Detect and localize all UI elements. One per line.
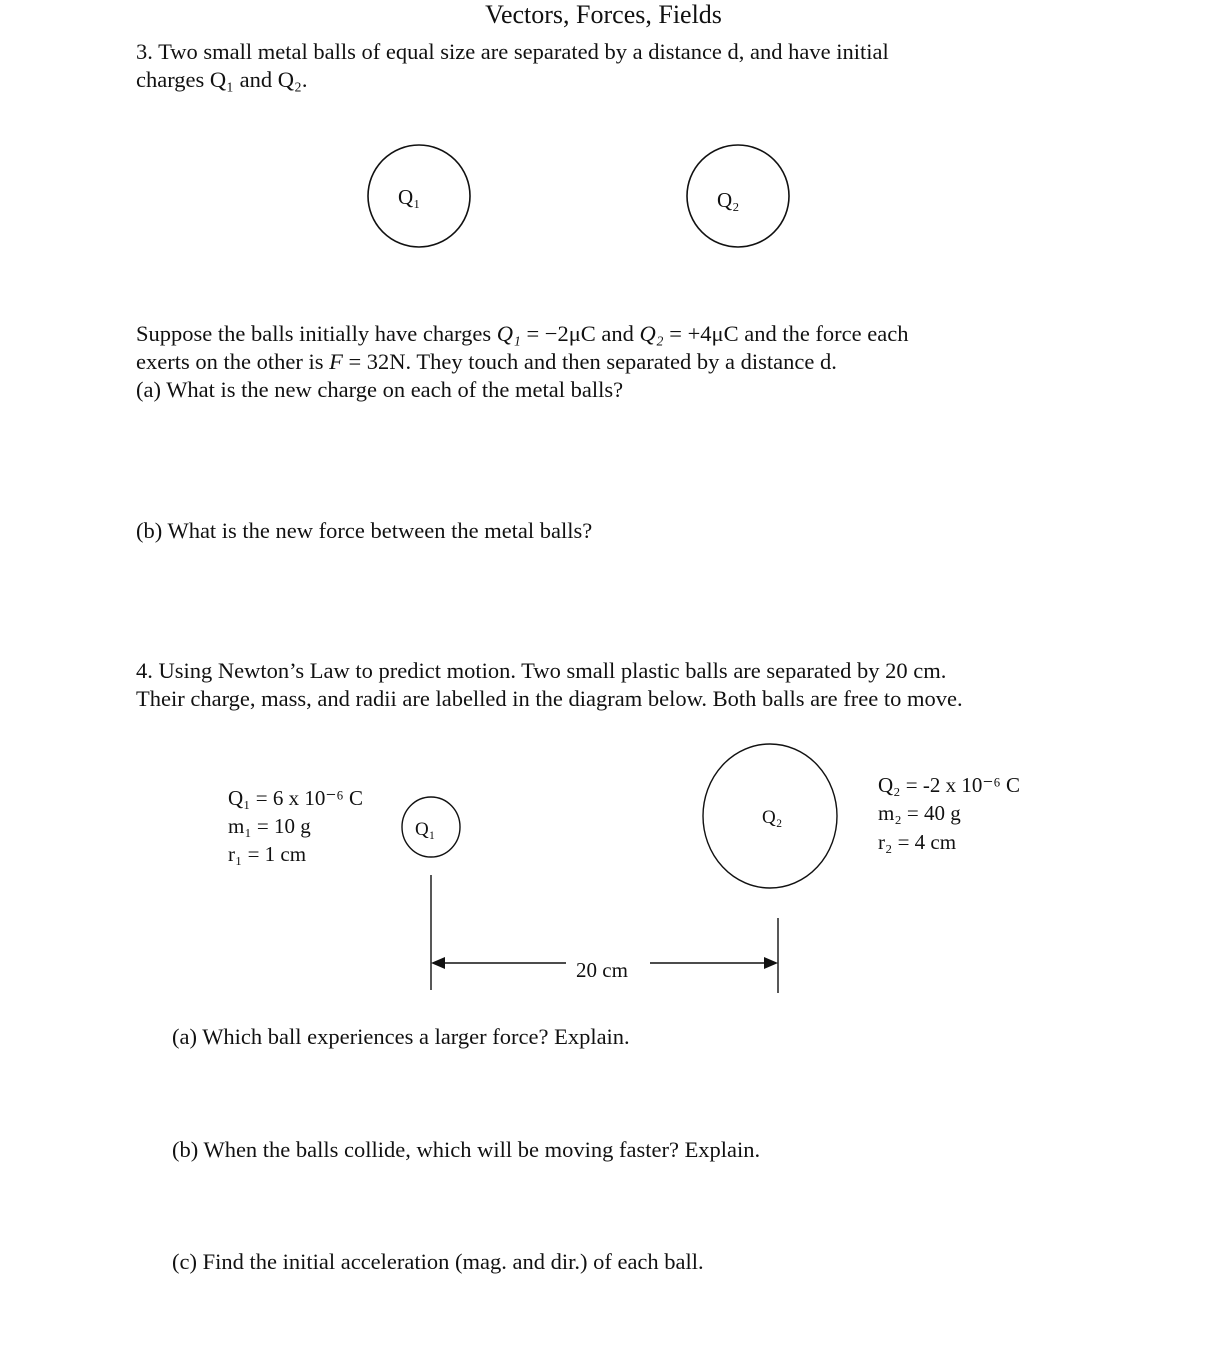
q4-ball-2-label: Q₂ [762,807,783,828]
q3-ball-2-label: Q₂ [717,188,740,212]
distance-label: 20 cm [576,958,628,982]
math-q1: Q₁ [496,321,521,346]
q4-line-1: 4. Using Newton’s Law to predict motion. Two small plastic balls are separated by 20 cm. [136,658,947,683]
q4-part-a: (a) Which ball experiences a larger force? Explain. [172,1024,630,1049]
q4-line-2: Their charge, mass, and radii are labelled in the diagram below. Both balls are free to move. [136,686,963,711]
text: exerts on the other is [136,349,330,374]
text: and the force each [738,321,909,346]
arrow-right-icon [764,957,778,969]
q3-ball-1-label: Q₁ [398,185,421,209]
math-q2-value: = +4μC [663,321,739,346]
q3-paragraph-line-1 [136,320,908,348]
q4-left-label-charge: Q₁ = 6 x 10⁻⁶ C [228,786,363,810]
q3-part-a: (a) What is the new charge on each of the metal balls? [136,377,624,402]
q3-paragraph-line-2 [136,348,837,376]
q3-part-b: (b) What is the new force between the metal balls? [136,518,593,543]
math-f-value: = 32N [342,349,406,374]
q4-part-b: (b) When the balls collide, which will be moving faster? Explain. [172,1137,761,1162]
arrow-left-icon [431,957,445,969]
q4-ball-1-label: Q₁ [415,819,436,840]
text: Suppose the balls initially have charges [136,321,497,346]
q4-right-label-mass: m₂ = 40 g [878,801,961,825]
q4-right-label-charge: Q₂ = -2 x 10⁻⁶ C [878,773,1020,797]
q4-left-label-radius: r₁ = 1 cm [228,842,307,866]
q3-line-2: charges Q₁ and Q₂. [136,67,308,92]
math-q2: Q₂ [639,321,664,346]
q4-left-label-mass: m₁ = 10 g [228,814,311,838]
q4-part-c: (c) Find the initial acceleration (mag. and dir.) of each ball. [172,1249,704,1274]
page-title: Vectors, Forces, Fields [485,0,722,29]
math-f: F [329,349,343,374]
q3-line-1: 3. Two small metal balls of equal size are separated by a distance d, and have initial [136,39,889,64]
text: . They touch and then separated by a distance d. [405,349,837,374]
math-q1-value: = −2μC [520,321,596,346]
text: and [595,321,640,346]
q4-right-label-radius: r₂ = 4 cm [878,830,957,854]
